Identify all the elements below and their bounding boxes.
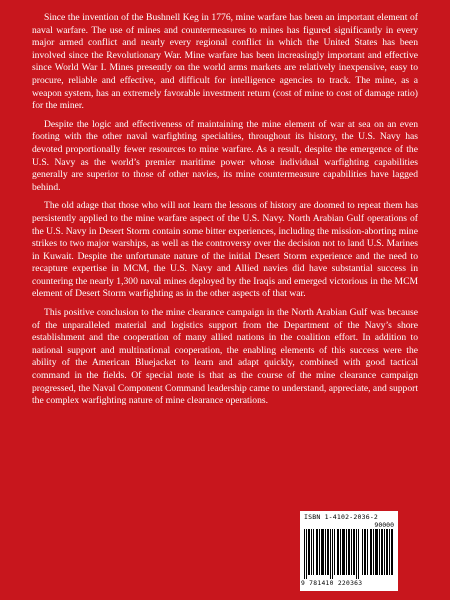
isbn-number: ISBN 1-4102-2036-2 [304, 513, 379, 521]
paragraph-1: Since the invention of the Bushnell Keg in 1776, mine warfare has been an important element of naval warfare. The use of mines and countermeasures to mines has figured significantly in every major armed conflict and nearly every regional conflict in which the United States has been involved since the Revolutionary War. Mine warfare has been increasingly important and effective since World War I. Mines presently on the world arms markets are relatively inexpensive, easy to procure, reliable and effective, and difficult for intelligence agencies to track. The mine, as a weapon system, has an extremely favorable investment return (cost of mine to cost of damage ratio) for the miner. [32, 12, 418, 112]
back-cover-text [32, 12, 418, 414]
ean-number: 9 781410 220363 [301, 580, 363, 587]
paragraph-4: This positive conclusion to the mine clearance campaign in the North Arabian Gulf was because of the unparalleled material and logistics support from the Department of the Navy’s shore establishment and the cooperation of many allied nations in the coalition effort. In addition to national support and multinational cooperation, the enabling elements of this success were the ability of the American Bluejacket to learn and adapt quickly, combined with good tactical command in the fields. Of special note is that as the course of the mine clearance campaign progressed, the Naval Component Command leadership came to understand, appreciate, and support the complex warfighting nature of mine clearance operations. [32, 307, 418, 407]
price-addon-bars [362, 529, 394, 575]
ean-barcode-bars [304, 529, 360, 579]
paragraph-2: Despite the logic and effectiveness of maintaining the mine element of war at sea on an even footing with the other naval warfighting specialties, throughout its history, the U.S. Navy has devoted proportionally fewer resources to mine warfare. As a result, despite the emergence of the U.S. Navy as the world’s premier maritime power whose individual warfighting capabilities generally are superior to those of other navies, its mine countermeasure capabilities have lagged behind. [32, 118, 418, 193]
paragraph-3: The old adage that those who will not learn the lessons of history are doomed to repeat them has persistently applied to the mine warfare aspect of the U.S. Navy. North Arabian Gulf operations of the U.S. Navy in Desert Storm contain some bitter experiences, including the mission-aborting mine strikes to two major warships, as well as the controversy over the decision not to land U.S. Marines in Kuwait. Despite the unfortunate nature of the initial Desert Storm experience and the need to recapture expertise in MCM, the U.S. Navy and Allied navies did have substantial success in countering the nearly 1,300 naval mines deployed by the Iraqis and emerged victorious in the MCM element of Desert Storm warfighting as in the other aspects of that war. [32, 200, 418, 300]
price-code: 90000 [374, 521, 394, 529]
isbn-barcode [300, 511, 398, 591]
